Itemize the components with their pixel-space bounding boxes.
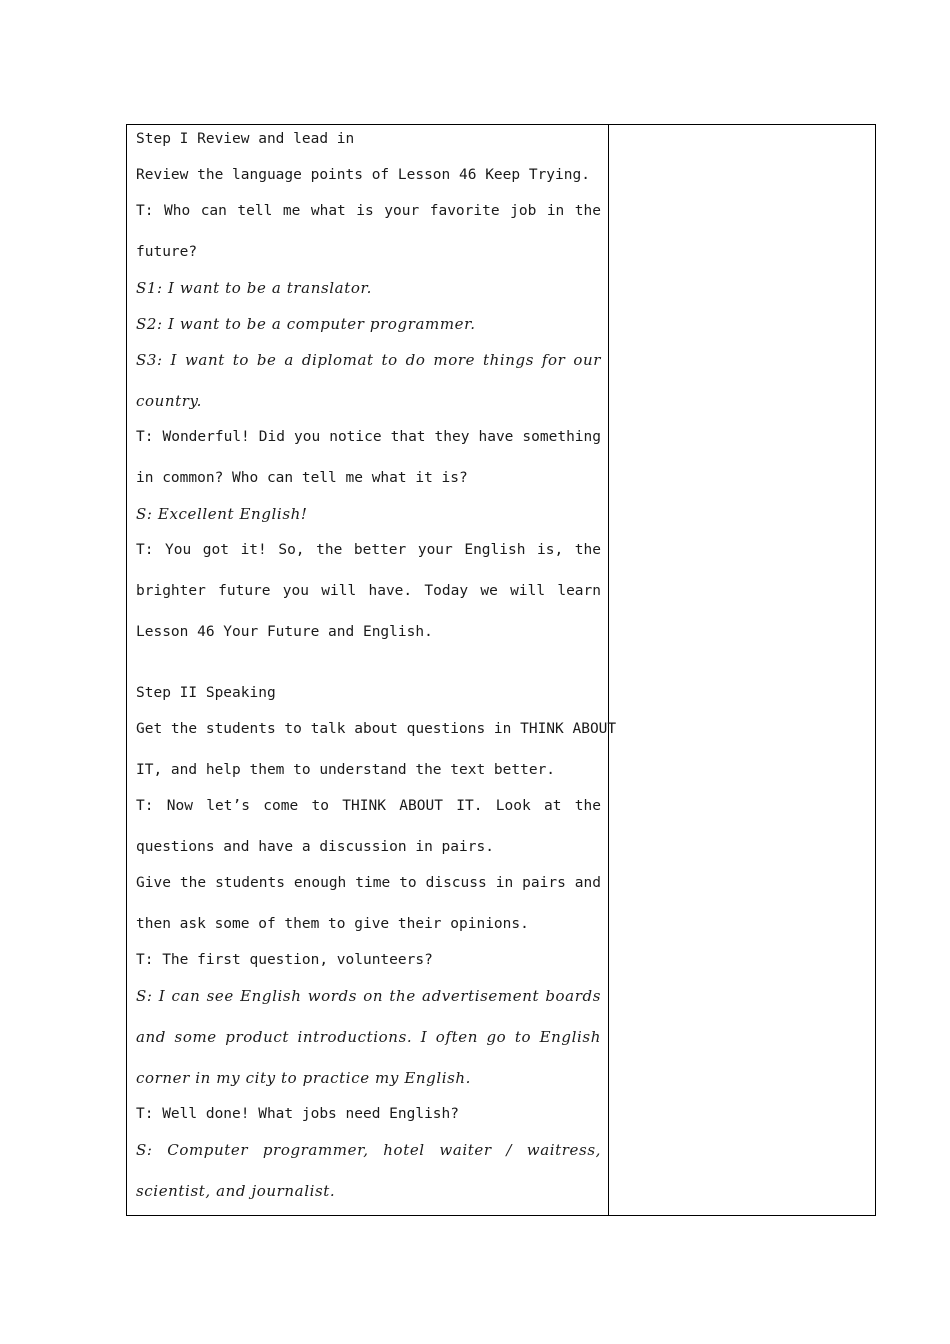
text-line: T: Now let’s come to THINK ABOUT IT. Look at the xyxy=(136,798,601,814)
text-line: then ask some of them to give their opinions. xyxy=(136,916,529,932)
student-response-line: S: Excellent English! xyxy=(136,505,308,523)
text-line: brighter future you will have. Today we will learn xyxy=(136,583,601,599)
student-response-line: and some product introductions. I often go to English xyxy=(136,1028,601,1046)
text-line: questions and have a discussion in pairs. xyxy=(136,839,494,855)
student-response-line: S1: I want to be a translator. xyxy=(136,279,372,297)
text-line: in common? Who can tell me what it is? xyxy=(136,470,468,486)
text-line: Step II Speaking xyxy=(136,685,276,701)
lesson-plan-table xyxy=(126,124,876,1216)
text-line: T: Who can tell me what is your favorite job in the xyxy=(136,203,601,219)
student-response-line: scientist, and journalist. xyxy=(136,1182,336,1200)
text-line: T: You got it! So, the better your English is, the xyxy=(136,542,601,558)
teaching-procedure-cell xyxy=(127,125,617,1215)
student-response-line: S: I can see English words on the advertisement boards xyxy=(136,987,601,1005)
student-response-line: S3: I want to be a diplomat to do more things for our xyxy=(136,351,601,369)
text-line: Get the students to talk about questions in THINK ABOUT xyxy=(136,721,617,737)
text-line: Lesson 46 Your Future and English. xyxy=(136,624,433,640)
text-line: T: The first question, volunteers? xyxy=(136,952,433,968)
text-line: IT, and help them to understand the text better. xyxy=(136,762,556,778)
text-line: Review the language points of Lesson 46 Keep Trying. xyxy=(136,167,590,183)
text-line: T: Well done! What jobs need English? xyxy=(136,1106,460,1122)
notes-cell xyxy=(609,125,875,1215)
student-response-line: corner in my city to practice my English. xyxy=(136,1069,472,1087)
student-response-line: S2: I want to be a computer programmer. xyxy=(136,315,476,333)
student-response-line: S: Computer programmer, hotel waiter / waitress, xyxy=(136,1141,601,1159)
text-line: Give the students enough time to discuss in pairs and xyxy=(136,875,601,891)
text-line: future? xyxy=(136,244,198,260)
text-line: T: Wonderful! Did you notice that they have something xyxy=(136,429,601,445)
text-line: Step I Review and lead in xyxy=(136,131,355,147)
student-response-line: country. xyxy=(136,392,203,410)
